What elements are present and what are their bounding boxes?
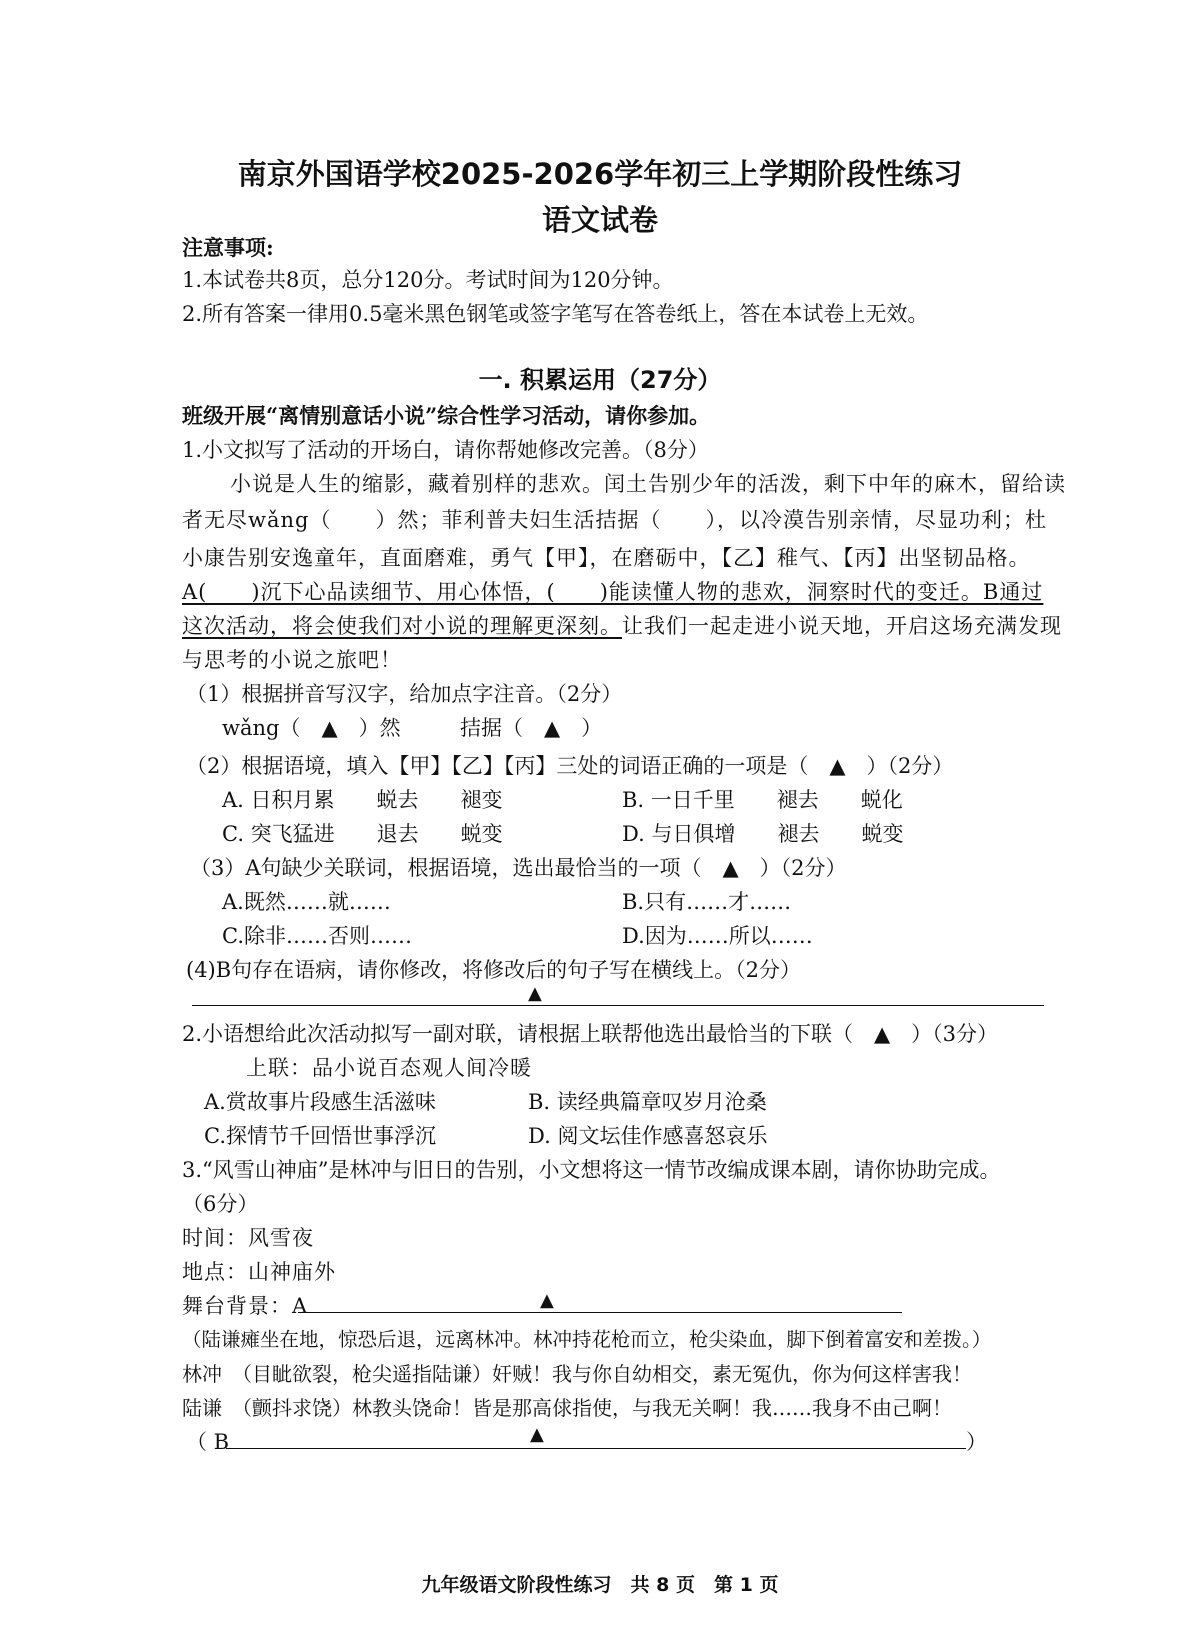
b-answer-mark: ▲: [530, 1424, 544, 1445]
passage-line-6: 与思考的小说之旅吧！: [182, 648, 402, 672]
sub2-option-a: A. 日积月累 蜕去 褪变: [222, 788, 503, 812]
sub4-stem: (4)B句存在语病，请你修改，将修改后的句子写在横线上。（2分）: [186, 958, 802, 982]
b-close-paren: ）: [966, 1430, 987, 1454]
sub3-stem: （3）A句缺少关联词，根据语境，选出最恰当的一项（ ▲ ）（2分）: [190, 856, 847, 880]
stage-answer-line[interactable]: [298, 1312, 902, 1313]
sub2-stem: （2）根据语境，填入【甲】【乙】【丙】三处的词语正确的一项是（ ▲ ）（2分）: [186, 754, 954, 778]
sub3-option-d: D.因为……所以……: [622, 924, 813, 948]
notice-item-1: 1.本试卷共8页，总分120分。考试时间为120分钟。: [182, 268, 674, 292]
sub1-blank-a: wǎng（ ▲ ）然: [222, 716, 401, 740]
section-heading: 一. 积累运用（27分）: [478, 366, 722, 394]
sub3-option-a: A.既然……就……: [222, 890, 391, 914]
q2-option-b: B. 读经典篇章叹岁月沧桑: [528, 1090, 767, 1114]
sub1-stem: （1）根据拼音写汉字，给加点字注音。（2分）: [186, 682, 623, 706]
question-3-score: （6分）: [182, 1192, 259, 1216]
sub3-option-b: B.只有……才……: [622, 890, 792, 914]
question-3-stem: 3.“风雪山神庙”是林冲与旧日的告别，小文想将这一情节改编成课本剧，请你协助完成。: [182, 1158, 1001, 1182]
sub2-option-d: D. 与日俱增 褪去 蜕变: [622, 822, 904, 846]
question-2-stem: 2.小语想给此次活动拟写一副对联，请根据上联帮他选出最恰当的下联（ ▲ ）（3分）: [182, 1022, 999, 1046]
section-intro: 班级开展“离情别意话小说”综合性学习活动，请你参加。: [182, 403, 711, 428]
couplet-upper: 上联：品小说百态观人间冷暖: [246, 1056, 532, 1080]
passage-line-4: [182, 576, 1043, 606]
script-place: 地点：山神庙外: [182, 1260, 336, 1284]
script-time: 时间：风雪夜: [182, 1226, 314, 1250]
passage-line-3: 小康告别安逸童年，直面磨难，勇气【甲】，在磨砺中，【乙】稚气、【丙】出坚韧品格。: [182, 546, 1031, 570]
page-footer: 九年级语文阶段性练习 共 8 页 第 1 页: [421, 1574, 779, 1596]
sub1-blank-b: 拮据（ ▲ ）: [460, 716, 603, 740]
notice-heading: 注意事项:: [182, 235, 274, 260]
sub3-option-c: C.除非……否则……: [222, 924, 412, 948]
passage-line-1: 小说是人生的缩影，藏着别样的悲欢。闰土告别少年的活泼，剩下中年的麻木，留给读: [230, 472, 1066, 496]
stage-background-label: 舞台背景：A: [182, 1294, 309, 1318]
b-answer-line[interactable]: [226, 1448, 966, 1449]
lin-chong-line: 林冲 （目眦欲裂，枪尖遥指陆谦）奸贼！我与你自幼相交，素无冤仇，你为何这样害我！: [182, 1362, 972, 1386]
sub4-answer-mark: ▲: [528, 983, 542, 1004]
lu-qian-line: 陆谦 （颤抖求饶）林教头饶命！皆是那高俅指使，与我无关啊！我……我身不由己啊！: [182, 1396, 952, 1420]
exam-title: 南京外国语学校2025-2026学年初三上学期阶段性练习: [237, 157, 963, 191]
passage-cont: 让我们一起走进小说天地，开启这场充满发现: [622, 614, 1062, 638]
q2-option-c: C.探情节千回悟世事浮沉: [204, 1124, 436, 1148]
passage-line-2: 者无尽wǎng（ ）然；菲利普夫妇生活拮据（ ），以冷漠告别亲情，尽显功利；杜: [182, 508, 1047, 532]
sub4-answer-line[interactable]: [192, 1005, 1044, 1006]
q2-option-a: A.赏故事片段感生活滋味: [204, 1090, 436, 1114]
exam-subtitle: 语文试卷: [541, 203, 658, 237]
sentence-b-start: 通过: [999, 580, 1044, 604]
sub2-option-c: C. 突飞猛进 退去 蜕变: [222, 822, 503, 846]
stage-answer-mark: ▲: [540, 1290, 554, 1311]
question-1-stem: 1.小文拟写了活动的开场白，请你帮她修改完善。（8分）: [182, 438, 709, 462]
sub2-option-b: B. 一日千里 褪去 蜕化: [622, 788, 903, 812]
sentence-a: A( )沉下心品读细节、用心体悟，( )能读懂人物的悲欢，洞察时代的变迁。B: [182, 580, 1000, 604]
b-open-paren: （ B: [186, 1430, 230, 1454]
sentence-b: 这次活动，将会使我们对小说的理解更深刻。: [182, 614, 622, 638]
passage-line-5: [182, 610, 1062, 640]
notice-item-2: 2.所有答案一律用0.5毫米黑色钢笔或签字笔写在答卷纸上，答在本试卷上无效。: [182, 302, 929, 326]
stage-direction: （陆谦瘫坐在地，惊恐后退，远离林冲。林冲持花枪而立，枪尖染血，脚下倒着富安和差拨。）: [182, 1328, 992, 1351]
q2-option-d: D. 阅文坛佳作感喜怒哀乐: [528, 1124, 768, 1148]
